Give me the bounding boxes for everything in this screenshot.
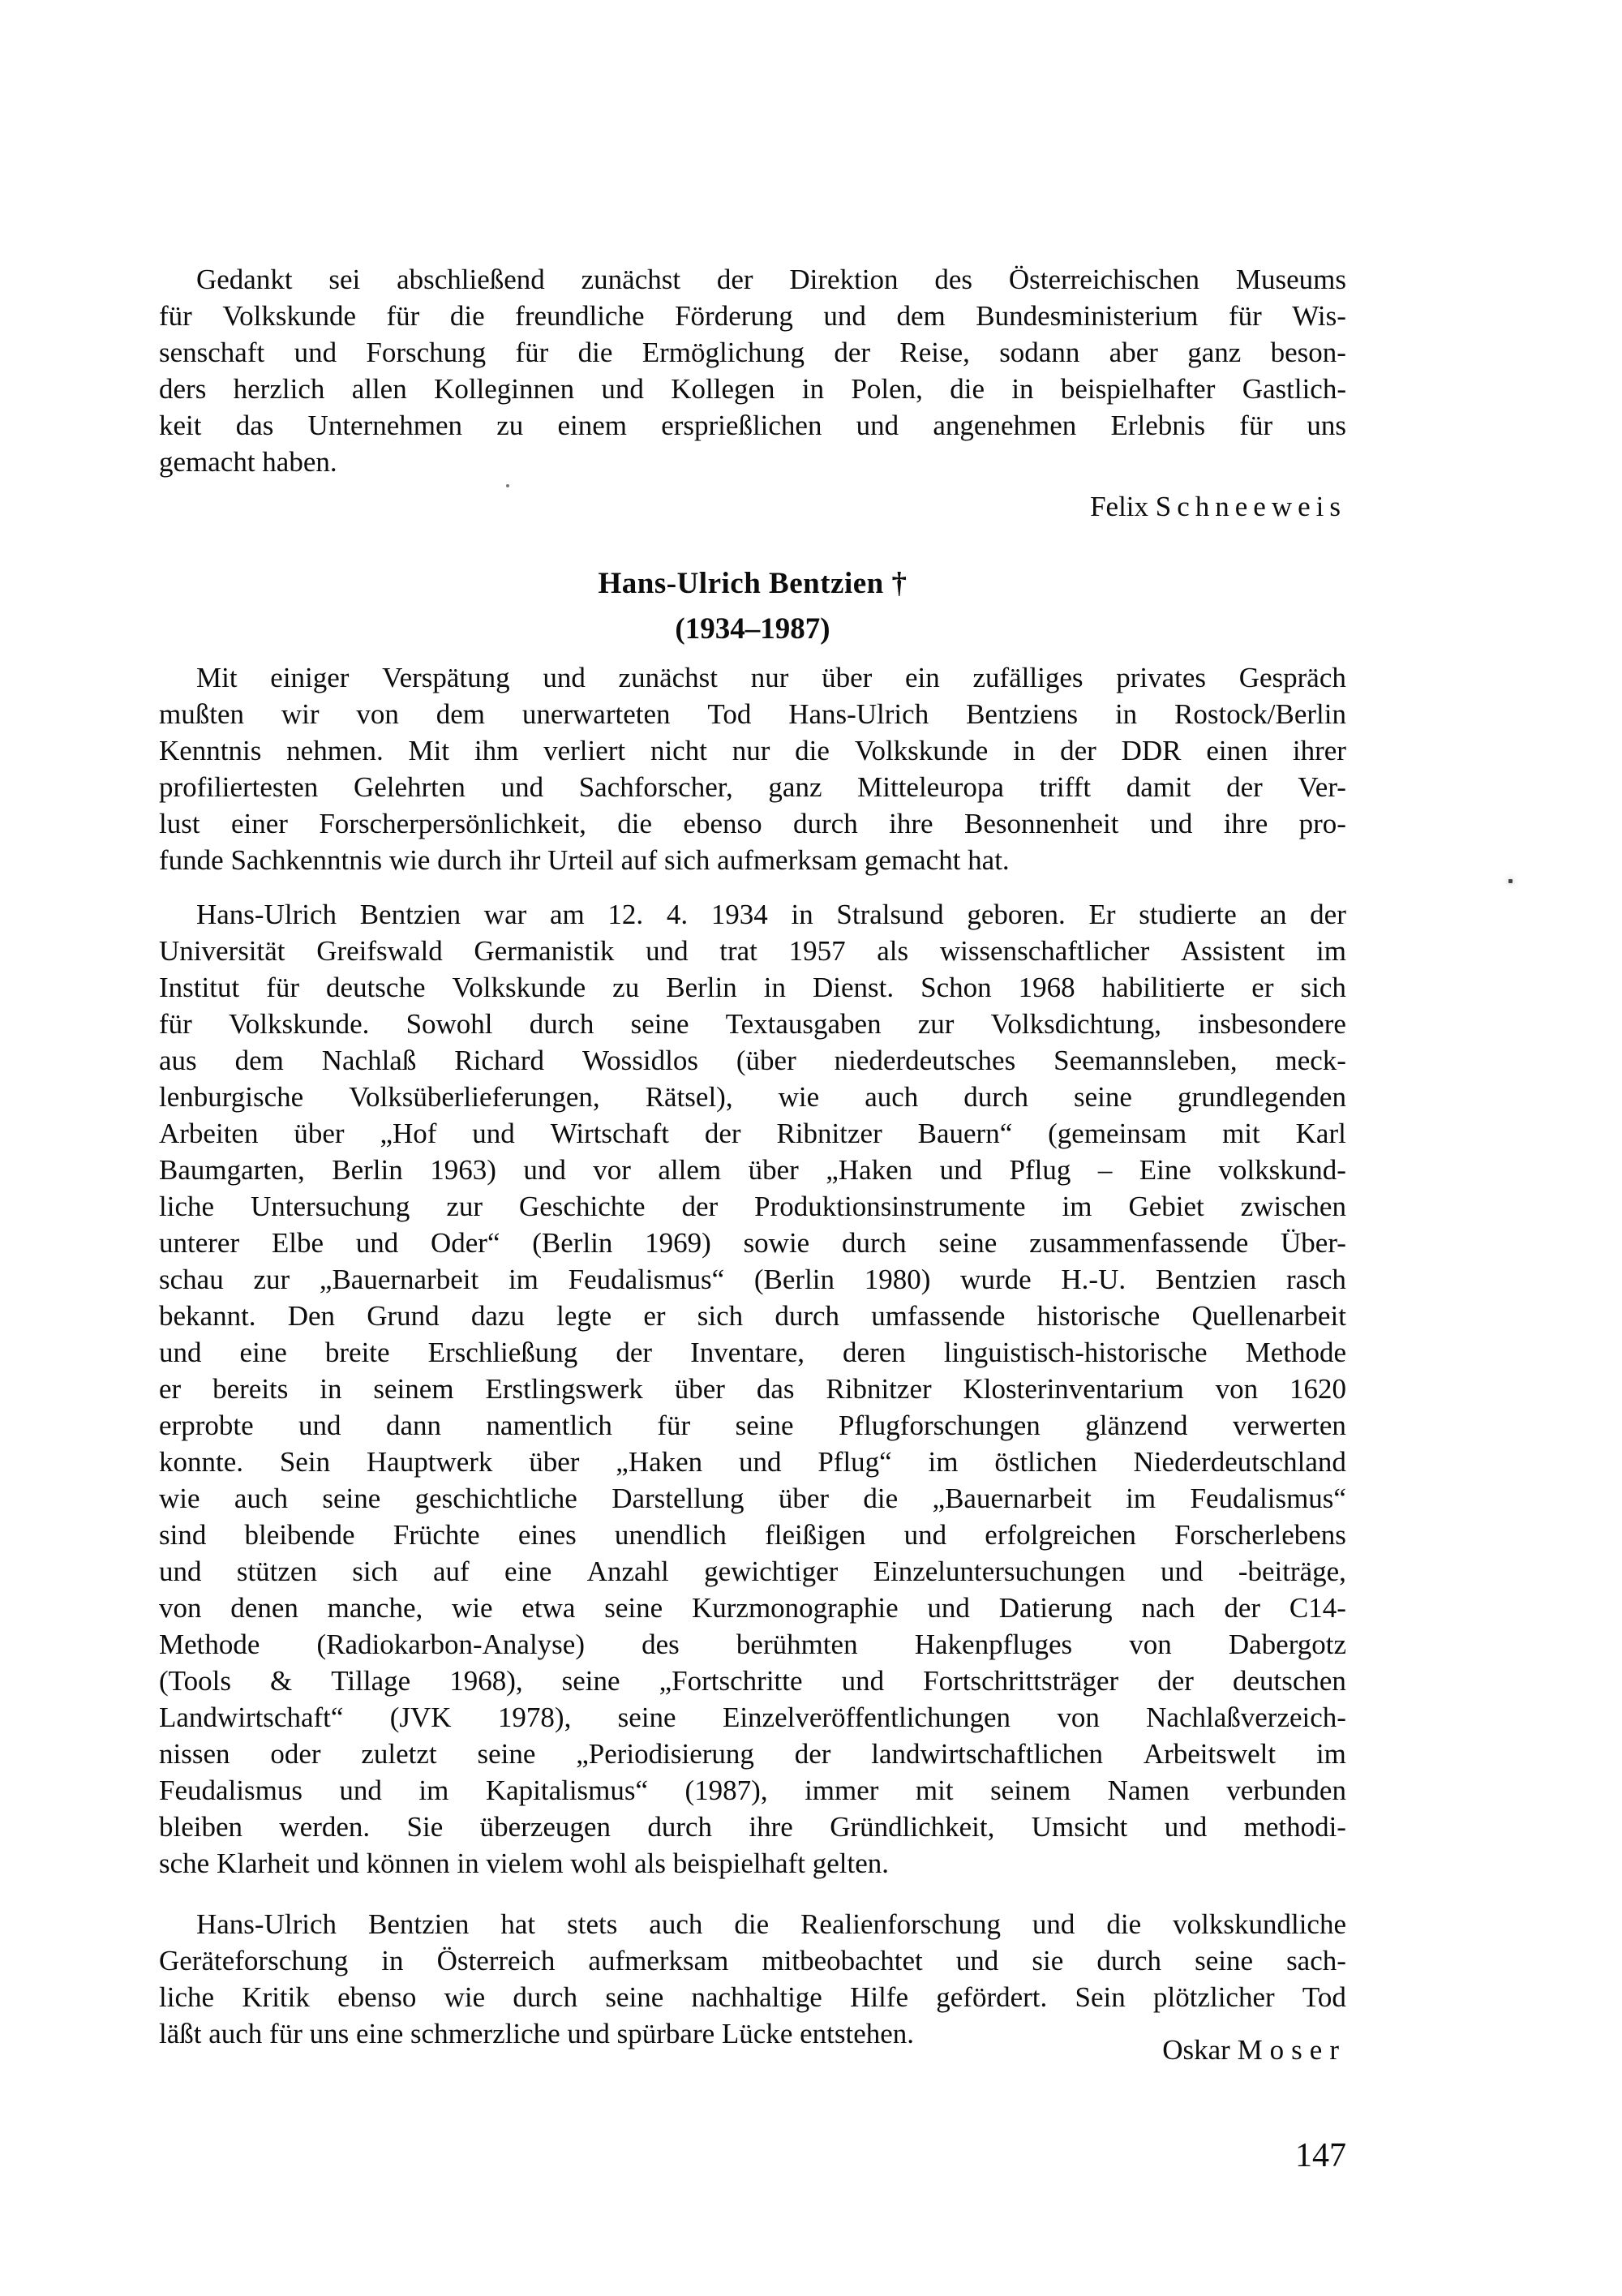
text-line: Hans-Ulrich Bentzien hat stets auch die Realienforschung und die volkskundliche bbox=[196, 1908, 1346, 1940]
text-line: erprobte und dann namentlich für seine Pflugforschungen glänzend verwerten bbox=[159, 1410, 1346, 1441]
text-line: lenburgische Volksüberlieferungen, Rätsel), wie auch durch seine grundlegenden bbox=[159, 1081, 1346, 1113]
acknowledgement-signature bbox=[159, 488, 1346, 525]
text-line: wie auch seine geschichtliche Darstellung über die „Bauernarbeit im Feudalismus“ bbox=[159, 1483, 1346, 1514]
text-column bbox=[159, 261, 1346, 2176]
text-line: gemacht haben. bbox=[159, 446, 337, 478]
obituary-main-paragraph bbox=[159, 896, 1346, 1882]
obituary-heading bbox=[159, 564, 1346, 650]
text-line: nissen oder zuletzt seine „Periodisierung der landwirtschaftlichen Arbeitswelt im bbox=[159, 1738, 1346, 1770]
text-line: Feudalismus und im Kapitalismus“ (1987), immer mit seinem Namen verbunden bbox=[159, 1775, 1346, 1806]
obituary-dates: (1934–1987) bbox=[675, 612, 830, 646]
text-line: Institut für deutsche Volkskunde zu Berlin in Dienst. Schon 1968 habilitierte er sich bbox=[159, 972, 1346, 1003]
obituary-closing-paragraph bbox=[159, 1906, 1346, 2052]
text-line: Gedankt sei abschließend zunächst der Direktion des Österreichischen Museums bbox=[196, 264, 1346, 295]
signature-last-name: Schneeweis bbox=[1155, 491, 1346, 522]
text-line: von denen manche, wie etwa seine Kurzmonographie und Datierung nach der C14- bbox=[159, 1592, 1346, 1624]
signature-last-name: Moser bbox=[1237, 2034, 1346, 2066]
text-line: und eine breite Erschließung der Inventare, deren linguistisch-historische Methode bbox=[159, 1337, 1346, 1368]
text-line: funde Sachkenntnis wie durch ihr Urteil auf sich aufmerksam gemacht hat. bbox=[159, 844, 1010, 876]
text-line: Mit einiger Verspätung und zunächst nur über ein zufälliges privates Gespräch bbox=[196, 662, 1346, 693]
text-line: aus dem Nachlaß Richard Wossidlos (über niederdeutsches Seemannsleben, meck- bbox=[159, 1045, 1346, 1076]
signature-first-name: Felix bbox=[1090, 491, 1149, 522]
text-line: lust einer Forscherpersönlichkeit, die ebenso durch ihre Besonnenheit und ihre pro- bbox=[159, 808, 1346, 839]
obituary-intro-paragraph bbox=[159, 659, 1346, 878]
text-line: Methode (Radiokarbon-Analyse) des berühmten Hakenpfluges von Dabergotz bbox=[159, 1629, 1346, 1660]
text-line: Hans-Ulrich Bentzien war am 12. 4. 1934 in Stralsund geboren. Er studierte an der bbox=[196, 899, 1346, 930]
text-line: sind bleibende Früchte eines unendlich fleißigen und erfolgreichen Forscherlebens bbox=[159, 1519, 1346, 1551]
signature-first-name: Oskar bbox=[1162, 2034, 1230, 2066]
text-line: er bereits in seinem Erstlingswerk über das Ribnitzer Klosterinventarium von 1620 bbox=[159, 1373, 1346, 1405]
text-line: und stützen sich auf eine Anzahl gewichtiger Einzeluntersuchungen und -beiträge, bbox=[159, 1556, 1346, 1587]
text-line: liche Untersuchung zur Geschichte der Produktionsinstrumente im Gebiet zwischen bbox=[159, 1191, 1346, 1222]
page-number: 147 bbox=[1295, 2137, 1346, 2174]
text-line: profiliertesten Gelehrten und Sachforscher, ganz Mitteleuropa trifft damit der Ver- bbox=[159, 771, 1346, 803]
text-line: sche Klarheit und können in vielem wohl als beispielhaft gelten. bbox=[159, 1848, 890, 1879]
text-line: keit das Unternehmen zu einem ersprießlichen und angenehmen Erlebnis für uns bbox=[159, 410, 1346, 441]
text-line: liche Kritik ebenso wie durch seine nachhaltige Hilfe gefördert. Sein plötzlicher Tod bbox=[159, 1981, 1346, 2013]
obituary-title: Hans-Ulrich Bentzien † bbox=[598, 567, 908, 600]
text-line: für Volkskunde für die freundliche Förderung und dem Bundesministerium für Wis- bbox=[159, 300, 1346, 332]
text-line: für Volkskunde. Sowohl durch seine Textausgaben zur Volksdichtung, insbesondere bbox=[159, 1008, 1346, 1040]
text-line: bleiben werden. Sie überzeugen durch ihre Gründlichkeit, Umsicht und methodi- bbox=[159, 1811, 1346, 1843]
text-line: Universität Greifswald Germanistik und trat 1957 als wissenschaftlicher Assistent im bbox=[159, 935, 1346, 967]
text-line: unterer Elbe und Oder“ (Berlin 1969) sowie durch seine zusammenfassende Über- bbox=[159, 1227, 1346, 1259]
acknowledgement-paragraph bbox=[159, 261, 1346, 480]
text-line: schau zur „Bauernarbeit im Feudalismus“ (Berlin 1980) wurde H.-U. Bentzien rasch bbox=[159, 1264, 1346, 1295]
scan-speck bbox=[1508, 879, 1513, 883]
text-line: konnte. Sein Hauptwerk über „Haken und Pflug“ im östlichen Niederdeutschland bbox=[159, 1446, 1346, 1478]
text-line: Baumgarten, Berlin 1963) und vor allem über „Haken und Pflug – Eine volkskund- bbox=[159, 1154, 1346, 1186]
text-line: Landwirtschaft“ (JVK 1978), seine Einzelveröffentlichungen von Nachlaßverzeich- bbox=[159, 1702, 1346, 1733]
scan-speck bbox=[506, 484, 509, 487]
text-line: Kenntnis nehmen. Mit ihm verliert nicht nur die Volkskunde in der DDR einen ihrer bbox=[159, 735, 1346, 766]
text-line: ders herzlich allen Kolleginnen und Kollegen in Polen, die in beispielhafter Gastlich- bbox=[159, 373, 1346, 405]
text-line: bekannt. Den Grund dazu legte er sich durch umfassende historische Quellenarbeit bbox=[159, 1300, 1346, 1332]
text-line: Geräteforschung in Österreich aufmerksam mitbeobachtet und sie durch seine sach- bbox=[159, 1945, 1346, 1976]
text-line: Arbeiten über „Hof und Wirtschaft der Ribnitzer Bauern“ (gemeinsam mit Karl bbox=[159, 1118, 1346, 1149]
text-line: senschaft und Forschung für die Ermöglichung der Reise, sodann aber ganz beson- bbox=[159, 337, 1346, 368]
text-line: (Tools & Tillage 1968), seine „Fortschritte und Fortschrittsträger der deutschen bbox=[159, 1665, 1346, 1697]
text-line: mußten wir von dem unerwarteten Tod Hans-Ulrich Bentziens in Rostock/Berlin bbox=[159, 698, 1346, 730]
text-line: läßt auch für uns eine schmerzliche und spürbare Lücke entstehen. bbox=[159, 2018, 915, 2049]
